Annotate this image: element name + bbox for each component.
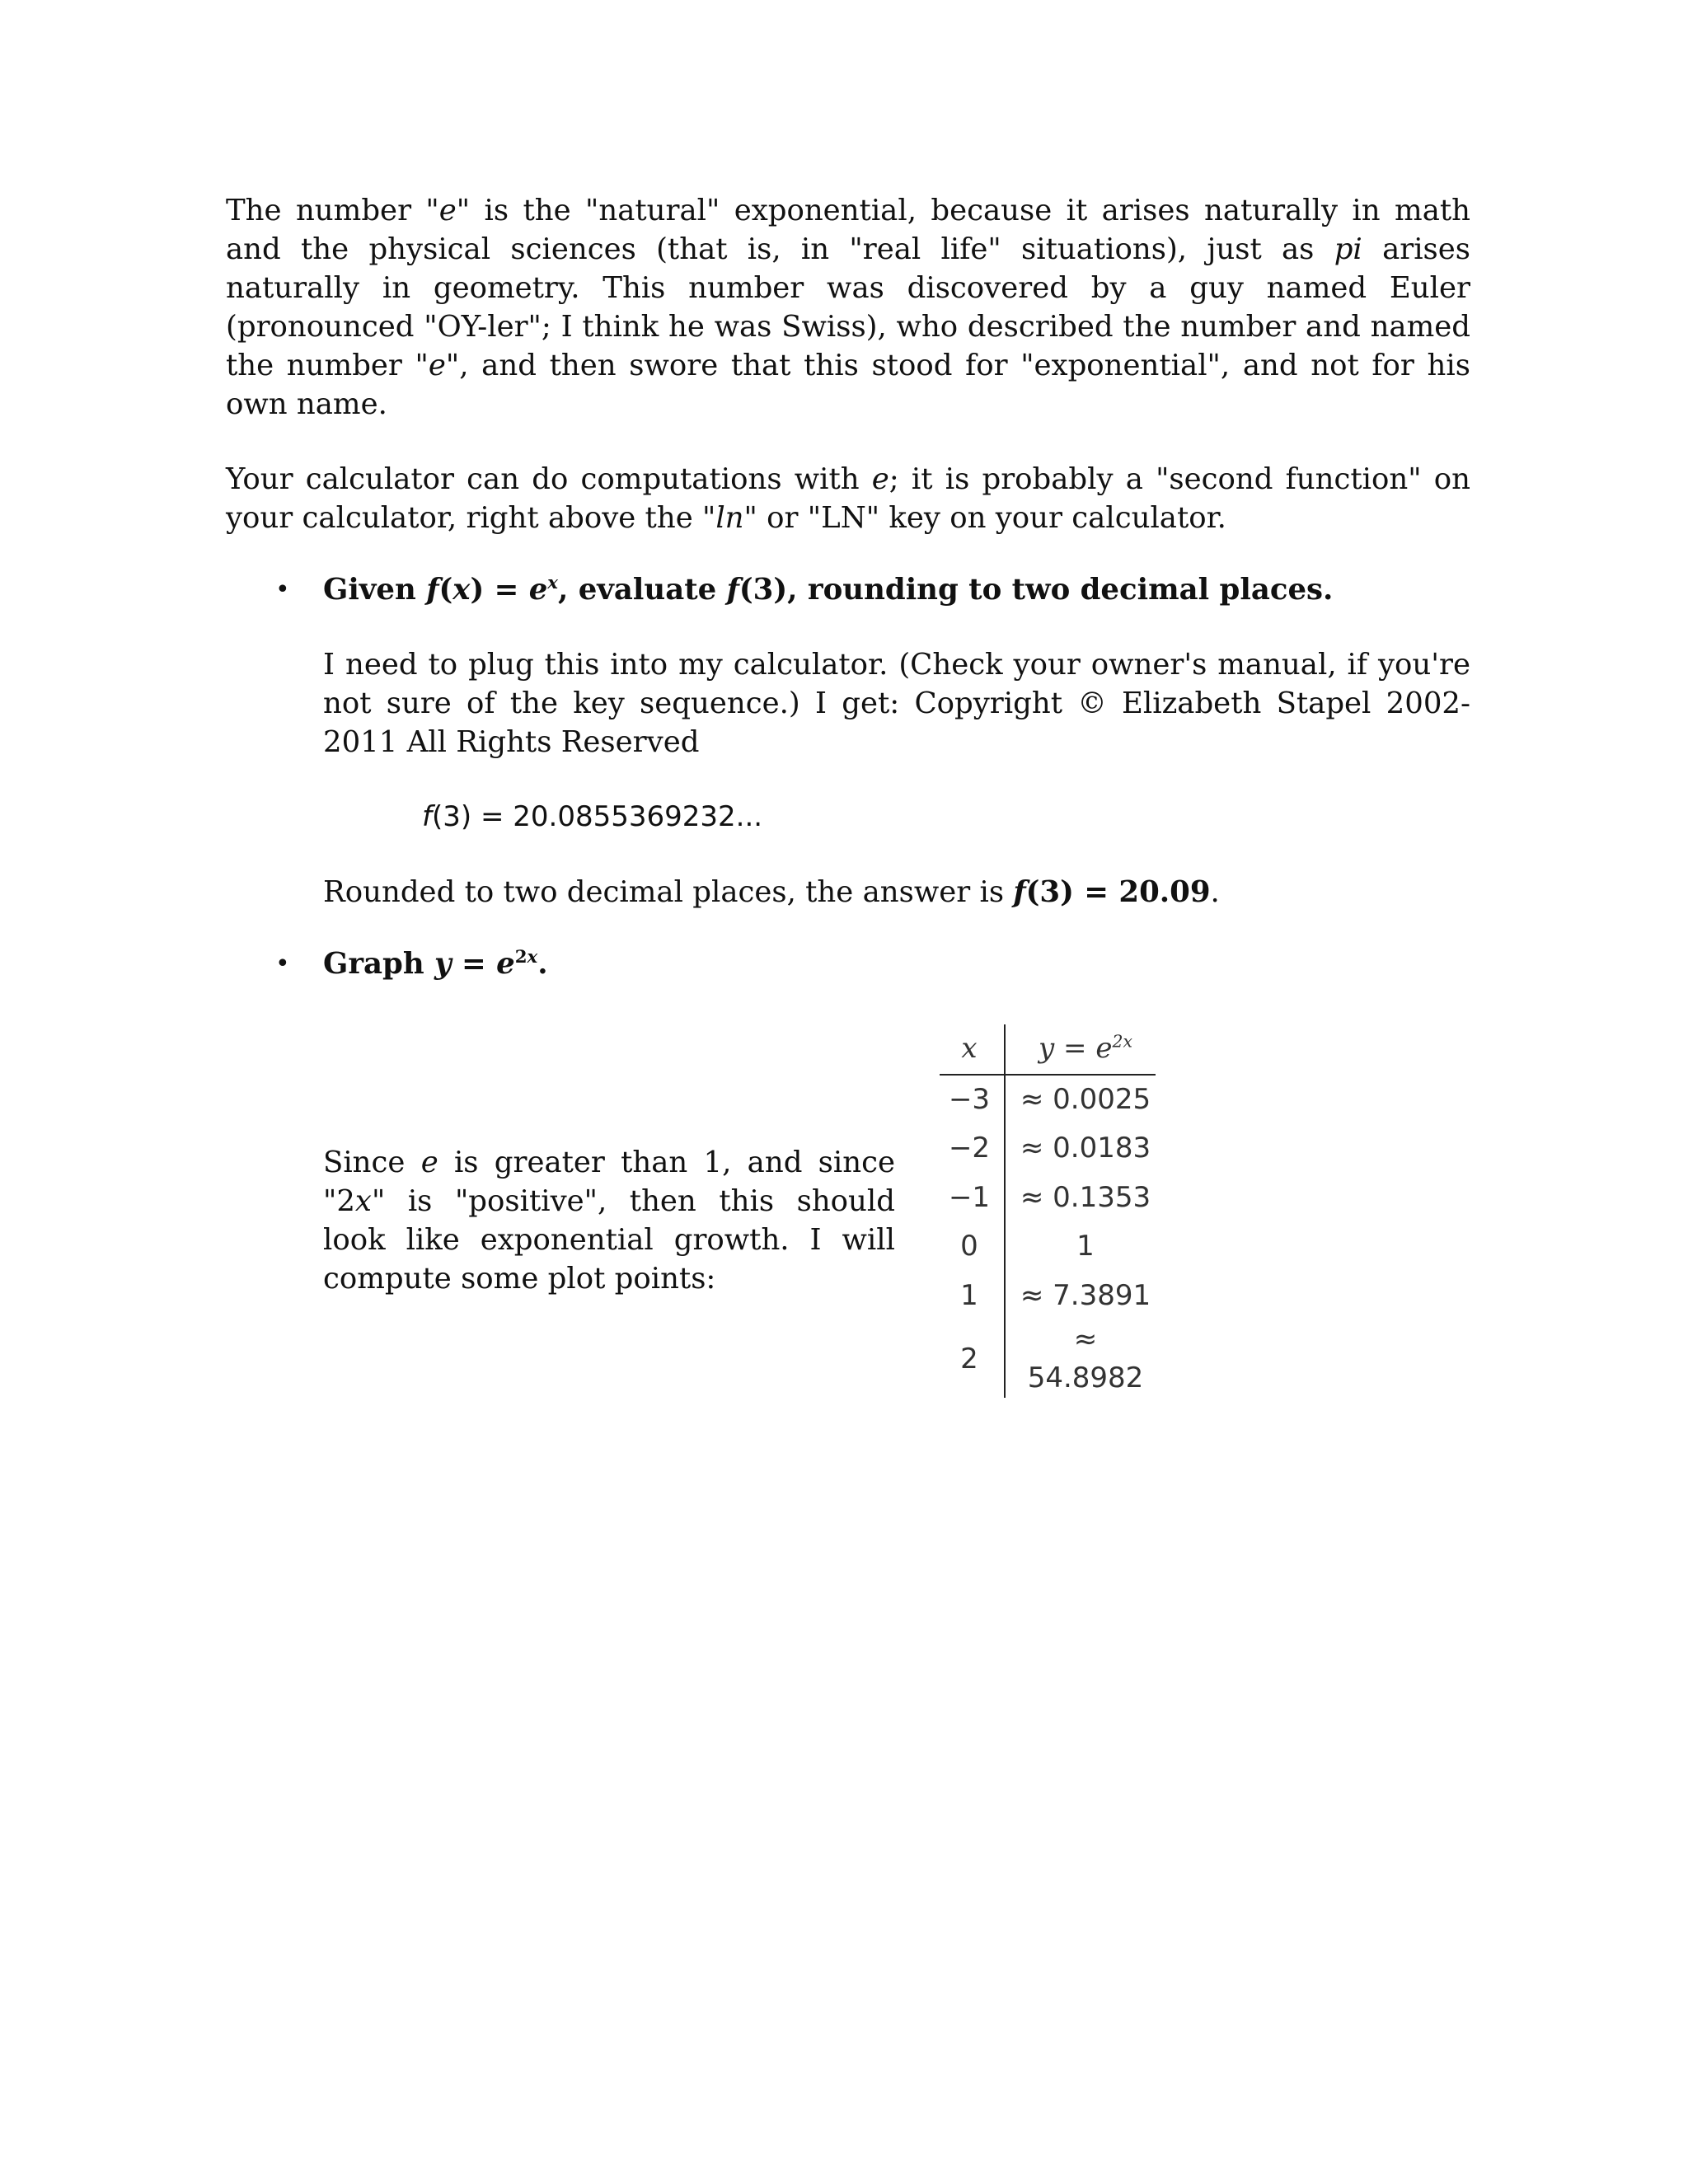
cell-y: ≈ 0.0025 [1020,1082,1151,1116]
text-run: ) = [470,573,529,607]
text-run-italic: x [452,573,471,607]
text-run: Since [323,1145,421,1179]
cell-x: −3 [940,1075,1005,1125]
answer-italic: f [1013,875,1026,909]
text-run: ; it is probably a "second function" on your calculator, right above the " [226,462,1470,535]
intro-paragraph-2 [226,460,1470,537]
table-header-row [940,1024,1156,1075]
text-run-italic: e [438,194,457,227]
text-run: The number " [226,194,439,227]
column-header-y [1005,1024,1156,1075]
example-2-content [323,1024,1470,1394]
text-run-italic: ln [715,501,744,535]
text-run: " or "LN" key on your calculator. [743,501,1226,535]
text-run: , evaluate [558,573,727,607]
text-run: " is "positive", then this should look like exponential growth. I will compute some plot points: [323,1183,895,1296]
cell-x: −2 [940,1124,1005,1174]
column-header-x: x [940,1024,1005,1075]
cell-y: ≈ 54.8982 [1027,1323,1144,1394]
header-equals: = [1054,1032,1096,1066]
text-run: ( [438,573,453,607]
text-run-italic: f [426,573,439,607]
cell-x: 0 [940,1222,1005,1272]
text-run: . [1210,875,1220,909]
cell-y: ≈ 0.0183 [1020,1132,1151,1165]
table-row [940,1124,1156,1174]
example-1-formula [422,798,1470,837]
cell-y: ≈ 0.1353 [1020,1180,1151,1214]
answer-value: (3) = 20.09 [1025,875,1211,909]
text-run-italic: e [496,947,515,981]
exponent-number: 2 [514,947,528,968]
table-row [940,1320,1156,1398]
text-run-italic: f [422,800,432,833]
text-run: . [537,947,548,981]
text-run: (3) = 20.0855369232... [431,800,763,833]
text-run-italic: f [726,573,739,607]
text-run: (3), rounding to two decimal places. [738,573,1334,607]
cell-x: −1 [940,1174,1005,1223]
table-row [940,1222,1156,1272]
text-run: " is the "natural" exponential, because it arises naturally in math and the physical sciences (that is, in "real life" situations), just as [226,194,1470,266]
example-1-heading [323,570,1470,609]
exponent-variable: x [527,947,538,968]
cell-x: 1 [940,1272,1005,1321]
exponent: x [547,573,558,594]
text-run-italic: e [428,349,446,382]
intro-paragraph-1 [226,191,1470,424]
text-run: Graph [323,947,435,981]
cell-y: 1 [1076,1230,1095,1263]
example-2-heading [323,944,1470,983]
text-run-italic: e [420,1145,438,1179]
table-body [940,1075,1156,1399]
text-run: ", and then swore that this stood for "exponential", and not for his own name. [226,349,1470,421]
header-y-variable: y [1039,1032,1055,1066]
text-run: Rounded to two decimal places, the answer is [323,875,1014,909]
text-run-italic: y [434,947,452,981]
cell-x: 2 [940,1320,1005,1398]
example-1-body: I need to plug this into my calculator. (Check your owner's manual, if you're not sure of the key sequence.) I get: Copyright © Elizabeth Stapel 2002-2011 All Rights Reserved [323,648,1470,759]
table-row [940,1174,1156,1223]
header-exponent: 2x [1112,1031,1132,1052]
table-row [940,1075,1156,1125]
exponent [515,947,538,968]
header-base: e [1095,1032,1113,1066]
plot-points-table [940,1024,1156,1398]
bullet-icon: • [275,575,290,604]
example-2-body [323,1143,895,1298]
bullet-icon: • [275,949,290,978]
text-run-italic: e [528,573,548,607]
cell-y: ≈ 7.3891 [1020,1278,1151,1312]
text-run-italic: e [871,462,889,496]
text-run-italic: x [354,1183,372,1218]
text-run-italic: pi [1334,232,1362,266]
text-run: arises naturally in geometry. This number was discovered by a guy named Euler (pronounced "OY-ler"; I think he was Swiss), who described the number and named the number " [226,232,1471,382]
text-run: Given [323,573,427,607]
text-run: Your calculator can do computations with [226,462,872,496]
example-1 [226,570,1470,609]
text-run: = [451,947,497,981]
table-row [940,1272,1156,1321]
page-content [226,191,1471,1394]
example-2 [226,944,1470,983]
text-run: is greater than 1, and since "2 [323,1145,896,1218]
example-1-answer [323,873,1470,912]
